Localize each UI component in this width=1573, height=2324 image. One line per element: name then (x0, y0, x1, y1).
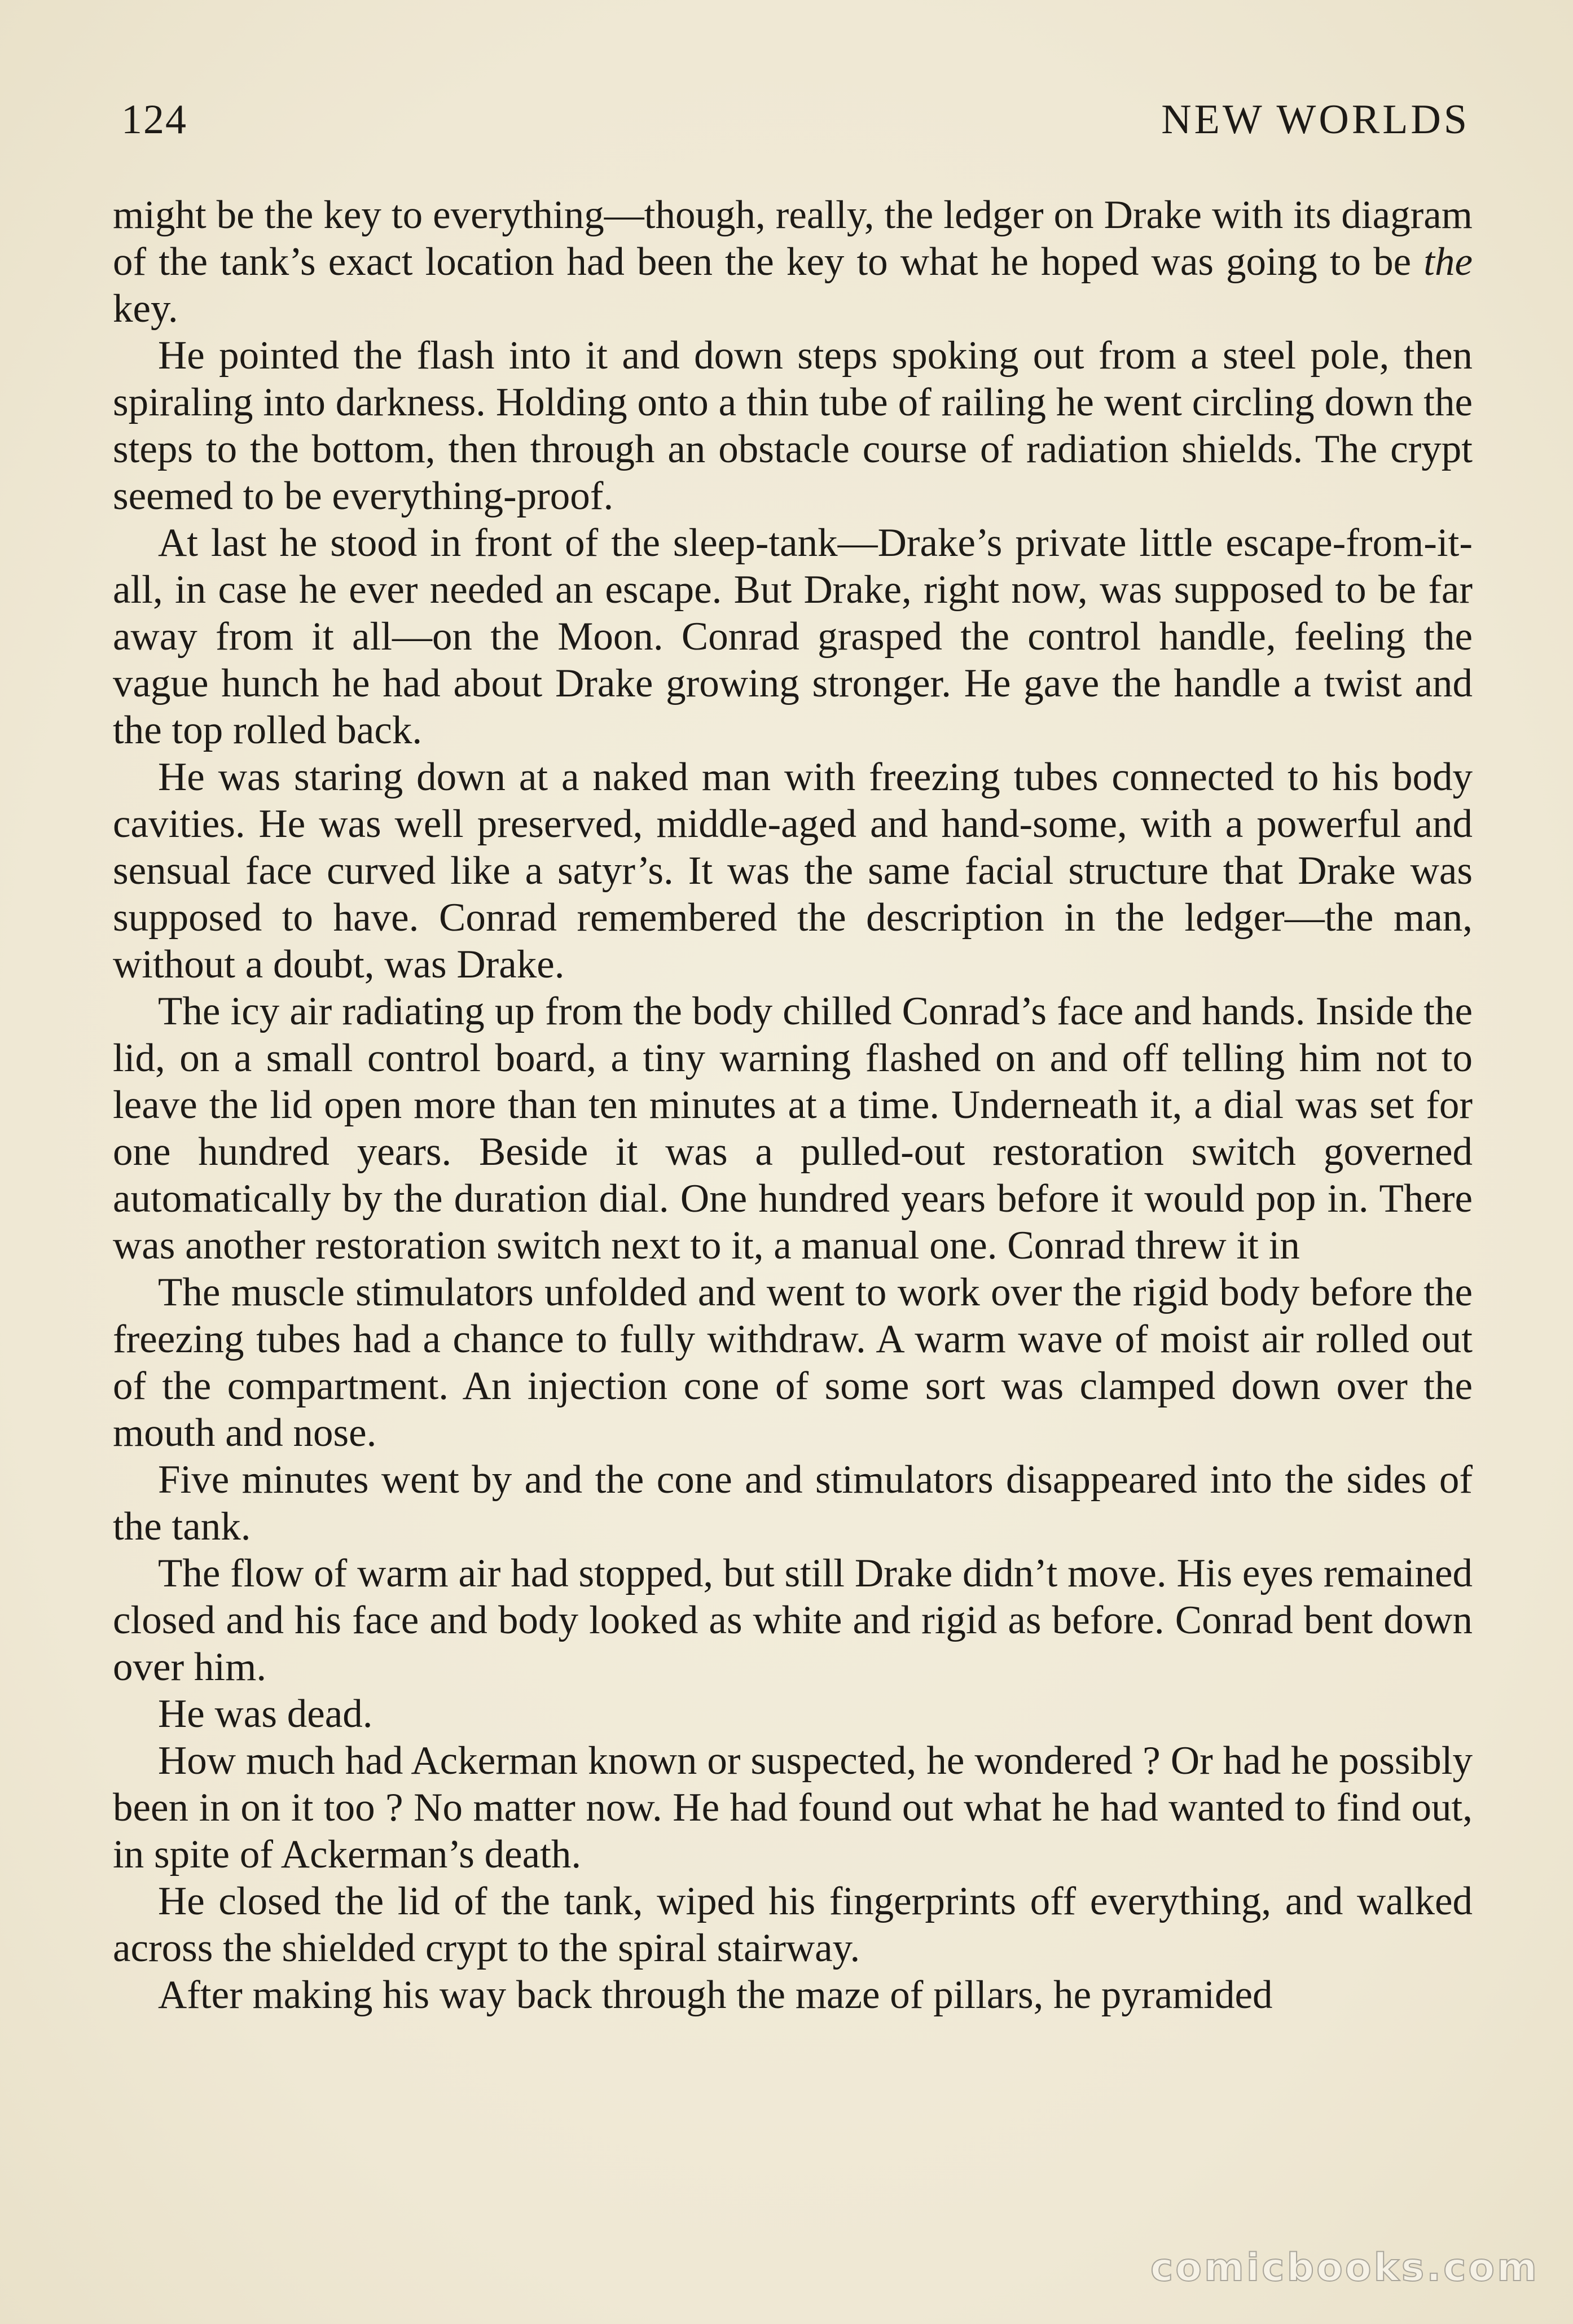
paragraph: After making his way back through the maze of pillars, he pyramided (158, 1973, 1273, 2017)
paragraph: Five minutes went by and the cone and stimulators disappeared into the sides of the tank. (113, 1458, 1473, 1549)
running-head (121, 96, 1470, 152)
paragraph: He closed the lid of the tank, wiped his fingerprints off everything, and walked across the shielded crypt to the spiral stairway. (113, 1879, 1473, 1970)
paragraph (113, 192, 1473, 332)
paragraph: At last he stood in front of the sleep-tank—Drake’s private little escape-from-it-all, in case he ever needed an escape. But Drake, right now, was supposed to be far away from it all—on the Moon. Conrad grasped the control handle, feeling the vague hunch he had about Drake growing stronger. He gave the handle a twist and the top rolled back. (113, 521, 1473, 752)
paragraph: The icy air radiating up from the body chilled Conrad’s face and hands. Inside the lid, on a small control board, a tiny warning flashed on and off telling him not to leave the lid open more than ten minutes at a time. Underneath it, a dial was set for one hundred years. Beside it was a pulled-out restoration switch governed automatically by the duration dial. One hundred years before it would pop in. There was another restoration switch next to it, a manual one. Conrad threw it in (113, 989, 1473, 1268)
source-watermark: comicbooks.com (1150, 2246, 1539, 2290)
paragraph: How much had Ackerman known or suspected, he wondered ? Or had he possibly been in on it too ? No matter now. He had found out what he had wanted to find out, in spite of Ackerman’s death. (113, 1739, 1473, 1876)
paragraph: He was staring down at a naked man with freezing tubes connected to his body cavities. He was well preserved, middle-aged and hand-some, with a powerful and sensual face curved like a satyr’s. It was the same facial structure that Drake was supposed to have. Conrad remembered the description in the ledger—the man, without a doubt, was Drake. (113, 755, 1473, 986)
paragraph: The flow of warm air had stopped, but still Drake didn’t move. His eyes remained closed and his face and body looked as white and rigid as before. Conrad bent down over him. (113, 1551, 1473, 1689)
body-text (113, 192, 1473, 2019)
paragraph-text: might be the key to everything—though, really, the ledger on Drake with its diagram of the tank’s exact location had been the key to what he hoped was going to be (113, 193, 1473, 284)
italic-word: the (1423, 240, 1473, 284)
running-title: NEW WORLDS (1161, 97, 1470, 143)
paragraph: He was dead. (158, 1692, 373, 1736)
paragraph: He pointed the flash into it and down steps spoking out from a steel pole, then spiraling into darkness. Holding onto a thin tube of railing he went circling down the steps to the bottom, then through an obstacle course of radiation shields. The crypt seemed to be everything-proof. (113, 334, 1473, 518)
paragraph: The muscle stimulators unfolded and went to work over the rigid body before the freezing tubes had a chance to fully withdraw. A warm wave of moist air rolled out of the compartment. An injection cone of some sort was clamped down over the mouth and nose. (113, 1270, 1473, 1455)
paragraph-text: key. (113, 287, 178, 331)
page-number: 124 (121, 97, 187, 143)
